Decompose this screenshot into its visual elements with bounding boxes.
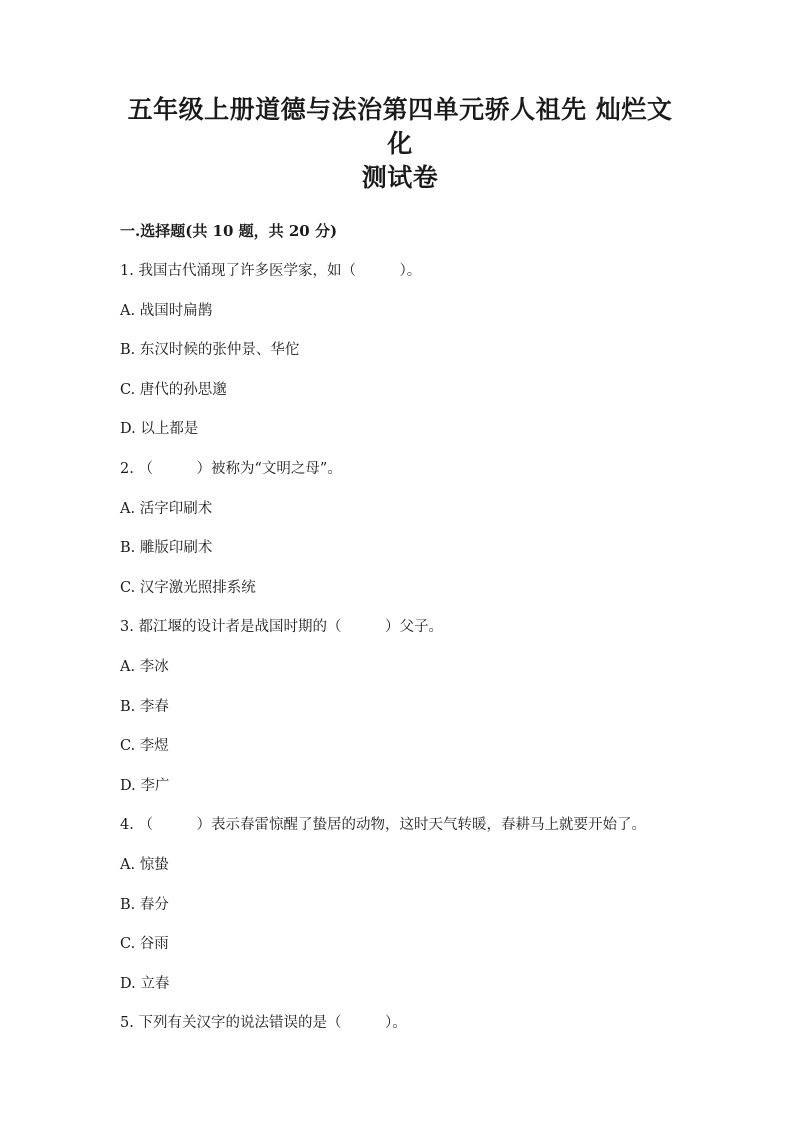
question-4-option-c: C. 谷雨	[120, 936, 169, 953]
question-1-option-c: C. 唐代的孙思邈	[120, 381, 227, 398]
question-3-option-c: C. 李煜	[120, 738, 169, 755]
question-4-option-a: A. 惊蛰	[120, 856, 169, 873]
section-heading: 一.选择题(共 10 题，共 20 分)	[120, 222, 338, 240]
question-1-stem: 1. 我国古代涌现了许多医学家，如（ ）。	[120, 263, 422, 279]
question-3-option-a: A. 李冰	[120, 658, 169, 675]
question-2-option-c: C. 汉字激光照排系统	[120, 579, 256, 596]
question-3-option-b: B. 李春	[120, 698, 169, 715]
question-list	[120, 261, 680, 1033]
question-2-stem: 2. （ ）被称为“文明之母”。	[120, 460, 342, 477]
question-3-option-d: D. 李广	[120, 777, 170, 794]
question-4-option-b: B. 春分	[120, 896, 169, 913]
question-1-option-d: D. 以上都是	[120, 421, 199, 438]
question-1-option-a: A. 战国时扁鹊	[120, 302, 213, 319]
exam-title-line-2: 测试卷	[361, 163, 439, 192]
question-5-stem: 5. 下列有关汉字的说法错误的是（ ）。	[120, 1015, 407, 1032]
question-2-option-b: B. 雕版印刷术	[120, 540, 213, 557]
question-4-option-d: D. 立春	[120, 975, 170, 992]
question-1-option-b: B. 东汉时候的张仲景、华佗	[120, 342, 300, 359]
exam-title	[120, 93, 680, 195]
question-4-stem: 4. （ ）表示春雷惊醒了蛰居的动物，这时天气转暖，春耕马上就要开始了。	[120, 817, 646, 834]
question-3-stem: 3. 都江堰的设计者是战国时期的（ ）父子。	[120, 619, 443, 636]
exam-title-line-1: 五年级上册道德与法治第四单元骄人祖先 灿烂文化	[127, 95, 673, 158]
question-2-option-a: A. 活字印刷术	[120, 500, 213, 517]
